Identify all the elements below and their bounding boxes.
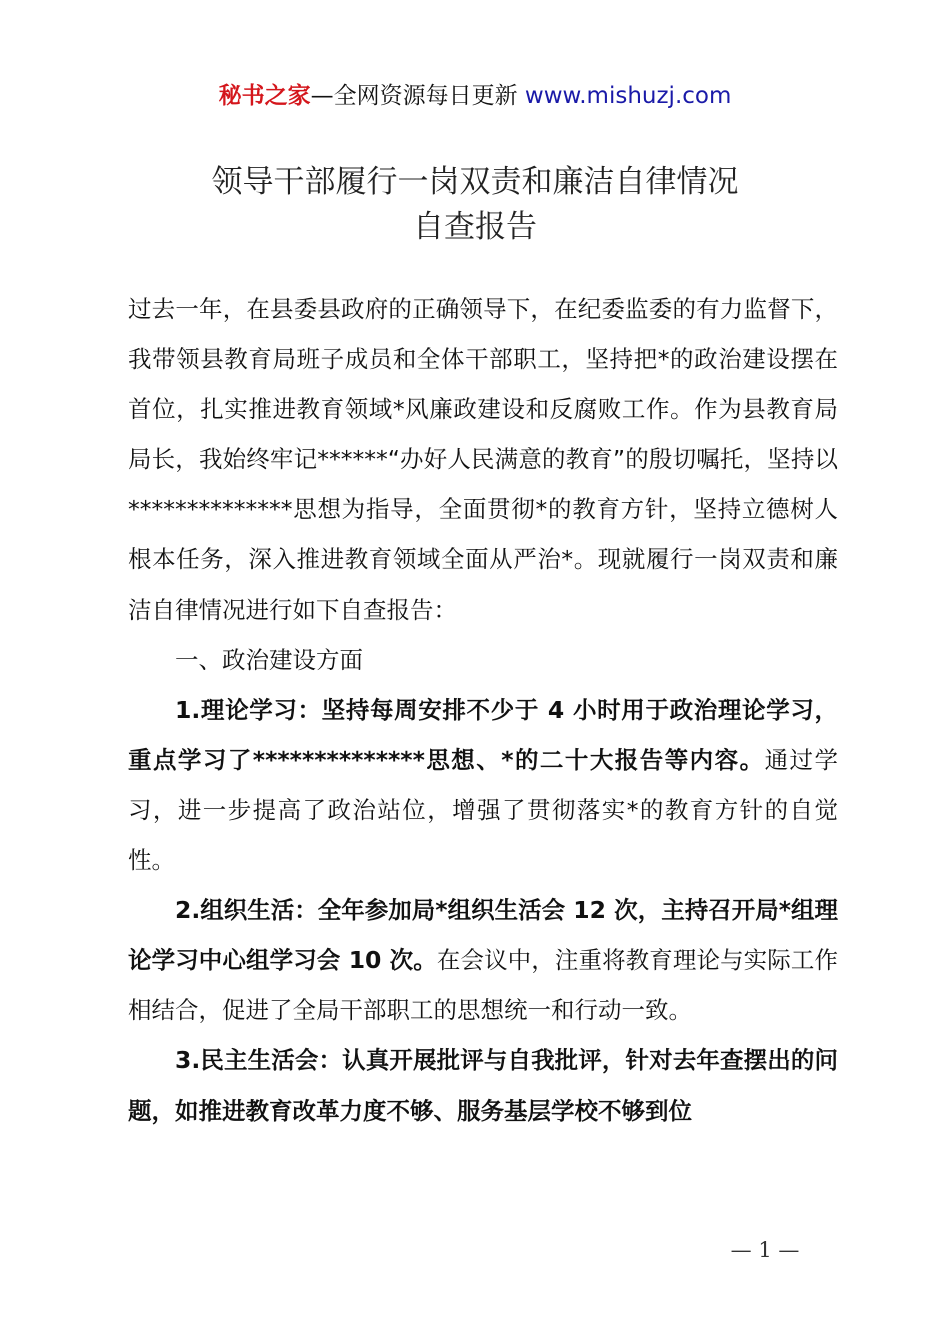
item-2-paragraph [128, 885, 838, 1035]
section-heading: 一、政治建设方面 [175, 645, 363, 674]
intro-paragraph: 过去一年，在县委县政府的正确领导下，在纪委监委的有力监督下，我带领县教育局班子成员和全体干部职工，坚持把*的政治建设摆在首位，扎实推进教育领域*风廉政建设和反腐败工作。作为县教育局局长，我始终牢记******“办好人民满意的教育”的殷切嘱托，坚持以**************思想为指导，全面贯彻*的教育方针，坚持立德树人根本任务，深入推进教育领域全面从严治*。现就履行一岗双责和廉洁自律情况进行如下自查报告： [128, 295, 838, 624]
item-1-paragraph [128, 685, 838, 885]
page-number: — 1 — [730, 1238, 800, 1262]
item-2-lead: 2.组织生活：全年参加局*组织生活会 12 次，主持召开局*组理论学习中心组学习会 10 次。 [128, 896, 838, 975]
item-1-lead: 1.理论学习：坚持每周安排不少于 4 小时用于政治理论学习，重点学习了**************思想、*的二十大报告等内容。 [128, 695, 838, 774]
item-2-text: 在会议中，注重将教育理论与实际工作相结合，促进了全局干部职工的思想统一和行动一致。 [128, 946, 838, 1025]
item-3-paragraph [128, 1035, 838, 1135]
site-header [0, 80, 950, 112]
document-title [0, 160, 950, 250]
site-brand: 秘书之家 [218, 83, 311, 109]
item-3-lead: 3.民主生活会：认真开展批评与自我批评，针对去年查摆出的问题，如推进教育改革力度不够、服务基层学校不够到位 [128, 1046, 838, 1125]
document-body [128, 284, 838, 1136]
site-tagline: —全网资源每日更新 [310, 83, 525, 109]
item-1-text: 通过学习，进一步提高了政治站位，增强了贯彻落实*的教育方针的自觉性。 [128, 745, 839, 875]
title-line-1: 领导干部履行一岗双责和廉洁自律情况 [211, 164, 739, 200]
title-line-2: 自查报告 [413, 209, 537, 245]
site-url-link[interactable]: www.mishuzj.com [524, 83, 732, 109]
